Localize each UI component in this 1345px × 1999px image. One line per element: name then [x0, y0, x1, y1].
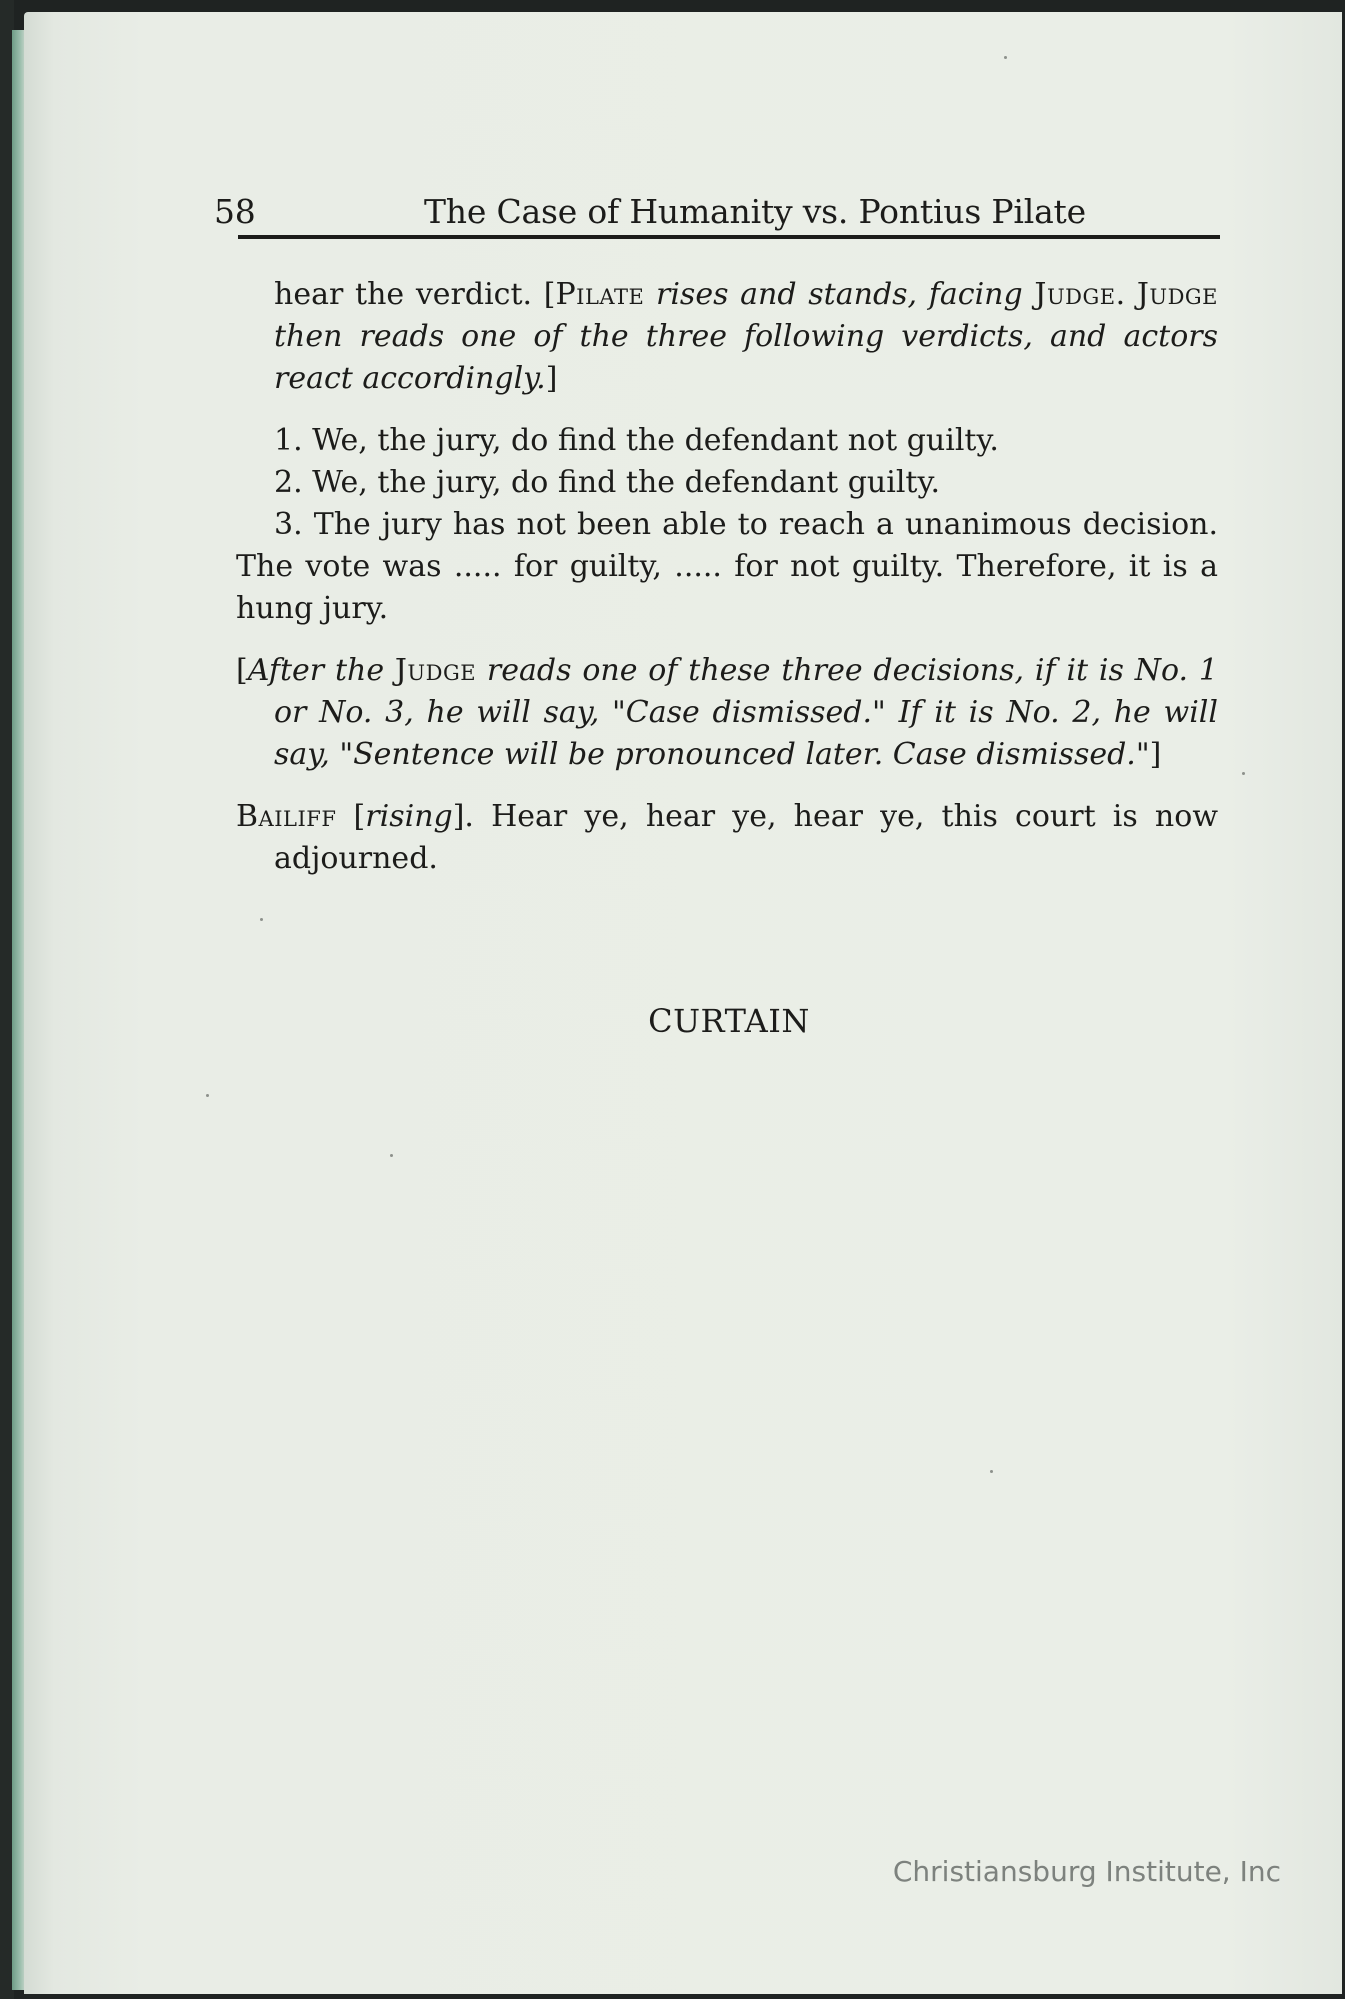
paper-speck [390, 1154, 393, 1157]
bailiff-line [236, 796, 1218, 880]
character-judge-2: Judge [1136, 277, 1219, 312]
bailiff-direction-open: [ [336, 799, 366, 834]
header-rule [238, 235, 1220, 239]
stage-direction-after: After the [247, 653, 395, 688]
stage-direction-open: [ [236, 653, 248, 688]
stage-direction-close: ] [545, 361, 558, 396]
character-bailiff: Bailiff [236, 799, 337, 834]
stage-direction-decisions [236, 650, 1218, 776]
spacer [236, 630, 1218, 650]
paper-speck [990, 1470, 993, 1473]
stage-direction-rises: rises and stands, facing [644, 277, 1035, 312]
watermark: Christiansburg Institute, Inc [892, 1855, 1281, 1888]
stage-direction-lead: hear the verdict. [ [274, 277, 556, 312]
spacer [236, 776, 1218, 796]
verdict-2: 2. We, the jury, do find the defendant guilty. [274, 465, 940, 500]
book-title: The Case of Humanity vs. Pontius Pilate [424, 192, 1086, 231]
spacer [236, 400, 1218, 420]
paper-speck [206, 1094, 209, 1097]
book-page [24, 12, 1342, 1994]
character-pilate: Pilate [555, 277, 645, 312]
paper-speck [1242, 772, 1245, 775]
paper-speck [260, 918, 263, 921]
running-head [214, 180, 1218, 234]
character-judge-3: Judge [394, 653, 477, 688]
stage-direction-pilate [236, 274, 1218, 400]
bailiff-direction: rising [365, 799, 453, 834]
body-text [236, 274, 1218, 880]
stage-direction-rest: then reads one of the three following verdicts, and actors react accordingly. [274, 319, 1218, 396]
character-judge: Judge [1034, 277, 1116, 312]
stage-direction-decisions-rest: reads one of these three decisions, if it is No. 1 or No. 3, he will say, "Case dismissed." If it is No. 2, he will say, "Sentence will be pronounced later. Case dismissed." [274, 653, 1218, 772]
paper-speck [1004, 56, 1007, 59]
bailiff-direction-close: ]. [452, 799, 492, 834]
page-number: 58 [214, 192, 256, 231]
page-content [24, 12, 1342, 1994]
stage-direction-period: . [1115, 277, 1137, 312]
curtain-heading: CURTAIN [648, 1002, 810, 1040]
bailiff-speech: Hear ye, hear ye, hear ye, this court is now adjourned. [274, 799, 1218, 876]
verdict-3: 3. The jury has not been able to reach a unanimous decision. The vote was ..... for guilty, ..... for not guilty. Therefore, it is a hung jury. [236, 507, 1218, 626]
stage-direction-decisions-close: ] [1149, 737, 1162, 772]
verdict-1: 1. We, the jury, do find the defendant not guilty. [274, 423, 999, 458]
